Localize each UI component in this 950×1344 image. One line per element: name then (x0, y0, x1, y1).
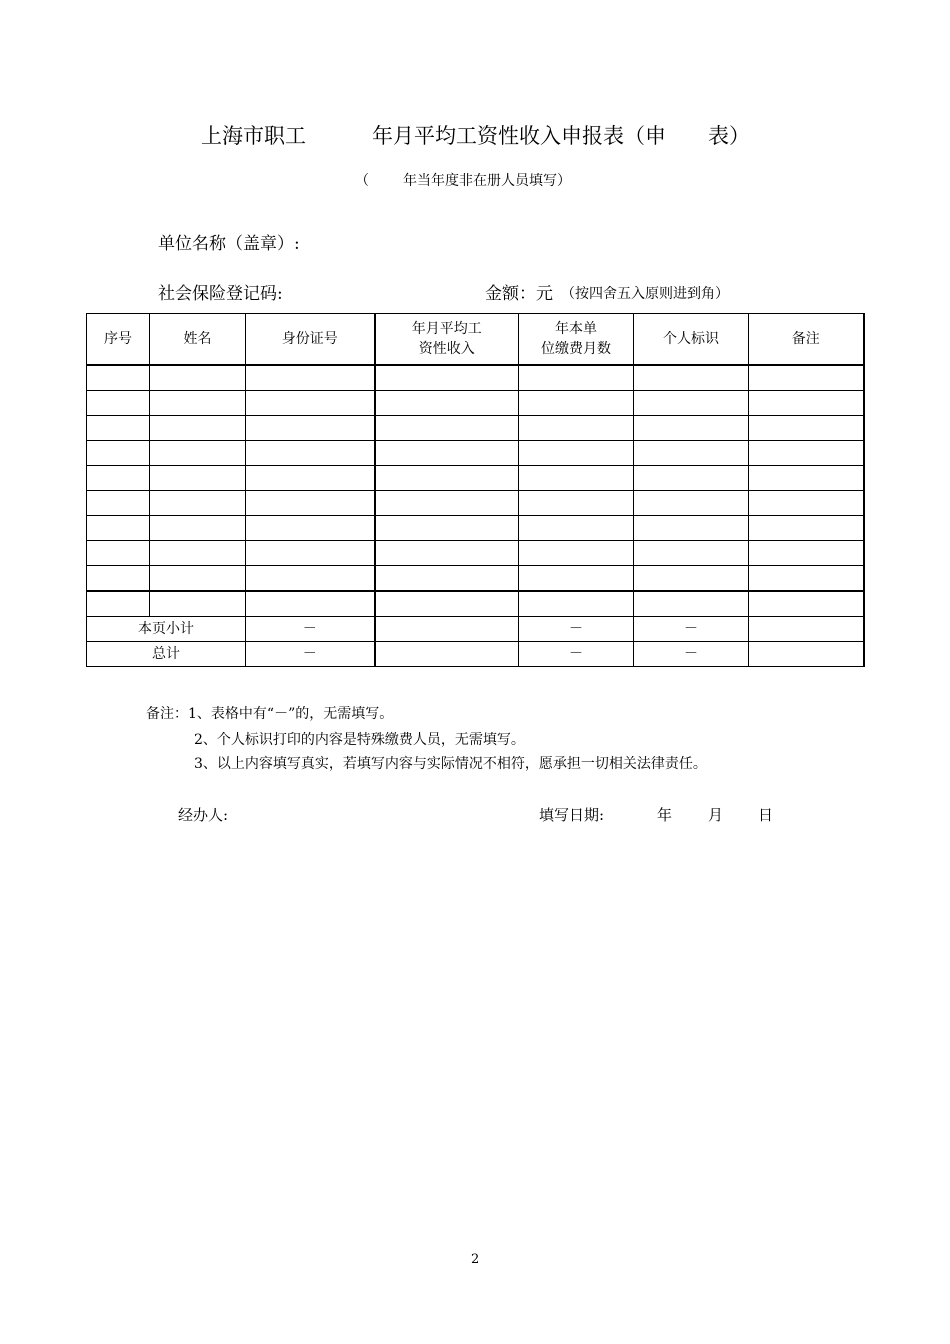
table-cell[interactable] (634, 441, 749, 466)
table-cell[interactable] (246, 466, 375, 491)
table-row (87, 466, 864, 491)
subtitle-text: 年当年度非在册人员填写） (403, 173, 571, 189)
table-cell[interactable] (150, 591, 246, 617)
table-cell[interactable] (519, 491, 634, 516)
table-cell[interactable] (246, 591, 375, 617)
date-month: 月 (708, 806, 724, 824)
table-cell[interactable] (749, 466, 864, 491)
table-cell[interactable] (749, 491, 864, 516)
total-row (87, 642, 864, 667)
table-cell[interactable] (87, 441, 150, 466)
table-cell[interactable] (749, 391, 864, 416)
table-cell[interactable] (87, 491, 150, 516)
total-income-cell[interactable] (375, 642, 519, 667)
table-cell[interactable] (519, 391, 634, 416)
table-cell[interactable] (519, 365, 634, 391)
table-cell[interactable] (375, 491, 519, 516)
table-cell[interactable] (749, 516, 864, 541)
table-cell[interactable] (375, 541, 519, 566)
header-remarks: 备注 (749, 314, 864, 366)
table-cell[interactable] (634, 566, 749, 592)
table-cell[interactable] (150, 466, 246, 491)
table-cell[interactable] (634, 365, 749, 391)
page-number: 2 (471, 1252, 480, 1267)
table-cell[interactable] (375, 441, 519, 466)
table-cell[interactable] (150, 391, 246, 416)
note-line-2: 2、个人标识打印的内容是特殊缴费人员，无需填写。 (194, 732, 525, 748)
total-dash-personal: － (634, 642, 749, 667)
table-cell[interactable] (634, 391, 749, 416)
subtotal-income-cell[interactable] (375, 617, 519, 642)
table-cell[interactable] (150, 416, 246, 441)
subtotal-dash-id: － (246, 617, 375, 642)
table-cell[interactable] (150, 541, 246, 566)
table-cell[interactable] (634, 416, 749, 441)
header-personal-id: 个人标识 (634, 314, 749, 366)
amount-label: 金额：元 (485, 284, 553, 304)
date-label: 填写日期: (539, 806, 605, 824)
table-cell[interactable] (634, 466, 749, 491)
table-cell[interactable] (246, 541, 375, 566)
table-cell[interactable] (246, 516, 375, 541)
table-cell[interactable] (87, 566, 150, 592)
table-cell[interactable] (87, 365, 150, 391)
note-line-1: 备注：1、表格中有“－”的，无需填写。 (146, 706, 394, 722)
header-name: 姓名 (150, 314, 246, 366)
table-row (87, 441, 864, 466)
table-cell[interactable] (87, 416, 150, 441)
date-day: 日 (758, 806, 774, 824)
table-cell[interactable] (375, 566, 519, 592)
subtotal-dash-months: － (519, 617, 634, 642)
header-months: 年本单 位缴费月数 (519, 314, 634, 366)
header-avg-income: 年月平均工 资性收入 (375, 314, 519, 366)
table-cell[interactable] (634, 591, 749, 617)
note-line-3: 3、以上内容填写真实，若填写内容与实际情况不相符，愿承担一切相关法律责任。 (194, 756, 707, 772)
table-row (87, 591, 864, 617)
table-cell[interactable] (246, 441, 375, 466)
table-row (87, 491, 864, 516)
table-cell[interactable] (634, 516, 749, 541)
table-cell[interactable] (519, 441, 634, 466)
table-cell[interactable] (87, 466, 150, 491)
table-cell[interactable] (150, 516, 246, 541)
date-year: 年 (657, 806, 673, 824)
social-code-label: 社会保险登记码: (158, 284, 283, 304)
table-cell[interactable] (519, 566, 634, 592)
table-cell[interactable] (375, 391, 519, 416)
table-cell[interactable] (749, 541, 864, 566)
table-row (87, 365, 864, 391)
table-cell[interactable] (150, 441, 246, 466)
subtotal-dash-personal: － (634, 617, 749, 642)
header-id-number: 身份证号 (246, 314, 375, 366)
table-cell[interactable] (150, 566, 246, 592)
amount-note: （按四舍五入原则进到角） (561, 286, 729, 302)
total-remarks-cell[interactable] (749, 642, 864, 667)
title-part-3: 表） (708, 124, 750, 148)
table-cell[interactable] (375, 365, 519, 391)
table-cell[interactable] (749, 365, 864, 391)
table-cell[interactable] (87, 516, 150, 541)
table-cell[interactable] (375, 466, 519, 491)
total-label: 总计 (87, 642, 246, 667)
table-cell[interactable] (519, 466, 634, 491)
table-cell[interactable] (87, 591, 150, 617)
table-cell[interactable] (246, 391, 375, 416)
table-cell[interactable] (749, 441, 864, 466)
table-cell[interactable] (150, 365, 246, 391)
table-cell[interactable] (87, 391, 150, 416)
title-part-2: 年月平均工资性收入申报表（申 (372, 124, 666, 148)
handler-label: 经办人: (178, 806, 229, 824)
table-cell[interactable] (375, 516, 519, 541)
table-cell[interactable] (749, 416, 864, 441)
table-cell[interactable] (246, 416, 375, 441)
total-dash-months: － (519, 642, 634, 667)
table-row (87, 566, 864, 592)
declaration-table (86, 313, 865, 667)
table-row (87, 391, 864, 416)
table-cell[interactable] (519, 591, 634, 617)
subtotal-remarks-cell[interactable] (749, 617, 864, 642)
table-cell[interactable] (246, 491, 375, 516)
table-cell[interactable] (519, 516, 634, 541)
table-cell[interactable] (375, 591, 519, 617)
table-cell[interactable] (519, 541, 634, 566)
subtotal-row (87, 617, 864, 642)
table-cell[interactable] (749, 591, 864, 617)
table-cell[interactable] (375, 416, 519, 441)
table-cell[interactable] (634, 541, 749, 566)
table-cell[interactable] (246, 365, 375, 391)
title-part-1: 上海市职工 (201, 124, 306, 148)
table-row (87, 541, 864, 566)
table-cell[interactable] (634, 491, 749, 516)
table-header-row (87, 314, 864, 366)
table-row (87, 416, 864, 441)
header-seq: 序号 (87, 314, 150, 366)
table-cell[interactable] (749, 566, 864, 592)
subtotal-label: 本页小计 (87, 617, 246, 642)
total-dash-id: － (246, 642, 375, 667)
subtitle-paren: （ (355, 173, 369, 189)
table-cell[interactable] (150, 491, 246, 516)
table-cell[interactable] (87, 541, 150, 566)
unit-name-label: 单位名称（盖章）: (158, 234, 300, 254)
table-cell[interactable] (519, 416, 634, 441)
table-row (87, 516, 864, 541)
table-cell[interactable] (246, 566, 375, 592)
